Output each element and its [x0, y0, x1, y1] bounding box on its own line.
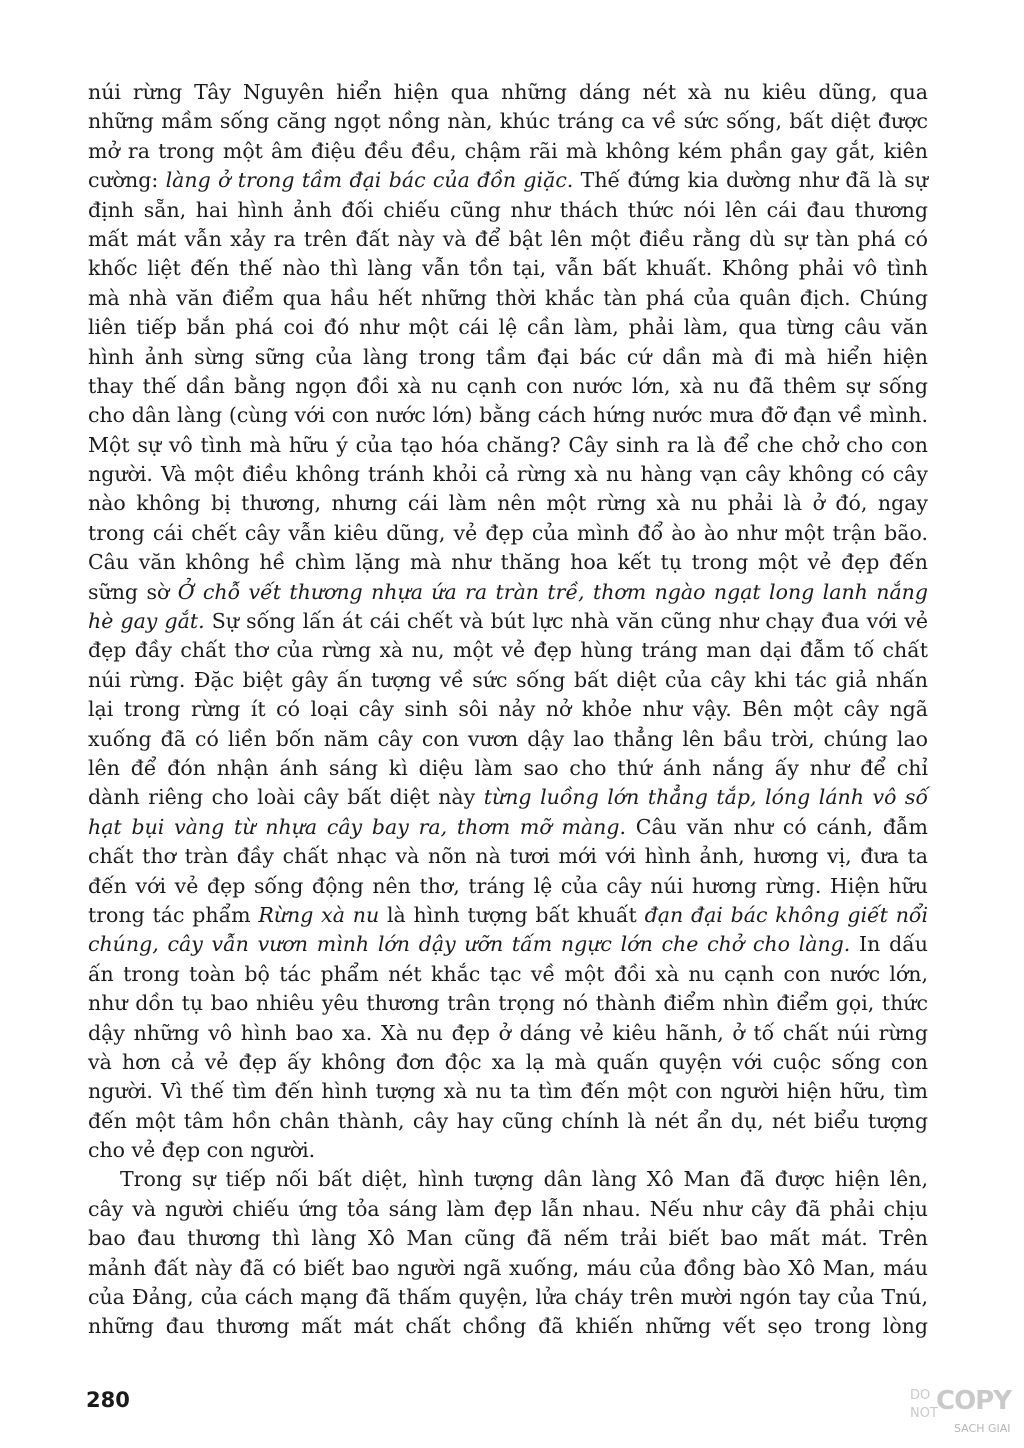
italic-quote: Ở chỗ vết thương nhựa ứa ra tràn trề, thơm ngào ngạt long lanh nắng [177, 579, 929, 604]
text-line [88, 1283, 928, 1312]
text-line [88, 783, 928, 812]
text-segment: bao đau thương thì làng Xô Man cũng đã nếm trải biết bao mất mát. Trên [88, 1226, 928, 1251]
watermark-line2: NOT [910, 1406, 938, 1421]
watermark-brand: SACH GIAI [954, 1422, 1011, 1435]
text-line [88, 1254, 928, 1283]
text-segment: mất mát vẫn xảy ra trên đất này và để bật lên một điều rằng dù sự tàn phá có [88, 226, 928, 251]
text-segment: định sẵn, hai hình ảnh đối chiếu cũng như thách thức nói lên cái đau thương [88, 197, 928, 222]
text-segment: đẹp đầy chất thơ của rừng xà nu, một vẻ đẹp hùng tráng man dại đẫm tố chất [88, 638, 928, 663]
text-segment: mảnh đất này đã có biết bao người ngã xuống, máu của đồng bào Xô Man, máu [88, 1255, 928, 1280]
text-segment: núi rừng. Đặc biệt gây ấn tượng về sức sống bất diệt của cây khi tác giả nhấn [88, 667, 928, 692]
text-segment: như dồn tụ bao nhiêu yêu thương trân trọng nó thành điểm nhìn điểm gọi, thức [88, 991, 928, 1016]
text-segment: người. Vì thế tìm đến hình tượng xà nu ta tìm đến một con người hiện hữu, tìm [88, 1079, 928, 1104]
italic-quote: đạn đại bác không giết nổi [644, 902, 929, 927]
text-line [88, 254, 928, 283]
watermark-line1: DO [910, 1388, 931, 1403]
text-segment: đến một tâm hồn chân thành, cây hay cũng chính là nét ẩn dụ, nét biểu tượng [88, 1108, 928, 1133]
text-line [88, 989, 928, 1018]
text-line [88, 930, 928, 959]
text-segment: những mầm sống căng ngọt nồng nàn, khúc tráng ca về sức sống, bất diệt được [88, 109, 928, 134]
text-line [88, 1312, 928, 1341]
text-line [88, 872, 928, 901]
text-line [88, 813, 928, 842]
text-segment: khốc liệt đến thế nào thì làng vẫn tồn tại, vẫn bất khuất. Không phải vô tình [88, 256, 928, 281]
text-segment: cho dân làng (cùng với con nước lớn) bằng cách hứng nước mưa đỡ đạn về mình. [88, 403, 928, 428]
text-line [88, 431, 928, 460]
text-segment: hình ảnh sừng sững của làng trong tầm đại bác cứ dần mà đi mà hiển hiện [88, 344, 928, 369]
italic-quote: từng luồng lớn thẳng tắp, lóng lánh vô số [483, 785, 928, 810]
text-line [88, 78, 928, 107]
text-line [88, 137, 928, 166]
text-segment: của Đảng, của cách mạng đã thấm quyện, lửa cháy trên mười ngón tay của Tnú, [88, 1285, 928, 1310]
text-line [88, 401, 928, 430]
text-line [88, 1195, 928, 1224]
text-segment: nào không bị thương, nhưng cái làm nên một rừng xà nu phải là ở đó, ngay [88, 491, 928, 516]
text-segment: và hơn cả vẻ đẹp ấy không đơn độc xa lạ mà quấn quyện với cuộc sống con [88, 1049, 928, 1074]
text-segment: chất thơ tràn đầy chất nhạc và nõn nà tươi mới với hình ảnh, hương vị, đưa ta [88, 844, 928, 869]
text-line [88, 372, 928, 401]
text-line [88, 901, 928, 930]
text-segment: núi rừng Tây Nguyên hiển hiện qua những dáng nét xà nu kiêu dũng, qua [88, 80, 928, 104]
text-segment: Trong sự tiếp nối bất diệt, hình tượng dân làng Xô Man đã được hiện lên, [120, 1167, 928, 1192]
text-segment: thay thế dần bằng ngọn đồi xà nu cạnh con nước lớn, xà nu đã thêm sự sống [88, 373, 928, 398]
text-line [88, 1165, 928, 1194]
text-line [88, 1224, 928, 1253]
text-segment: mà nhà văn điểm qua hầu hết những thời khắc tàn phá của quân địch. Chúng [88, 285, 928, 310]
text-line [88, 578, 928, 607]
text-line [88, 107, 928, 136]
text-segment: dành riêng cho loài cây bất diệt này [88, 785, 484, 810]
text-line [88, 460, 928, 489]
text-segment: trong tác phẩm [88, 902, 259, 927]
text-line [88, 960, 928, 989]
text-segment: cây và người chiếu ứng tỏa sáng làm đẹp lẫn nhau. Nếu như cây đã phải chịu [88, 1196, 928, 1221]
text-segment: In dấu [850, 932, 928, 957]
text-line [88, 1077, 928, 1106]
text-segment: Sự sống lấn át cái chết và bút lực nhà văn cũng như chạy đua với vẻ [204, 609, 928, 634]
text-segment: người. Và một điều không tránh khỏi cả rừng xà nu hàng vạn cây không có cây [88, 462, 928, 487]
text-line [88, 313, 928, 342]
text-segment: Câu văn như có cánh, đẫm [626, 814, 928, 839]
italic-quote: Rừng xà nu [258, 902, 380, 927]
text-line [88, 519, 928, 548]
text-line [88, 754, 928, 783]
text-line [88, 1107, 928, 1136]
text-line [88, 225, 928, 254]
text-segment: Một sự vô tình mà hữu ý của tạo hóa chăng? Cây sinh ra là để che chở cho con [88, 432, 928, 457]
text-segment: dậy những vô hình bao xa. Xà nu đẹp ở dáng vẻ kiêu hãnh, ở tố chất núi rừng [88, 1020, 928, 1045]
text-line [88, 1019, 928, 1048]
text-line [88, 1048, 928, 1077]
text-line [88, 343, 928, 372]
text-segment: cường: [88, 168, 166, 193]
text-line [88, 725, 928, 754]
text-line [88, 842, 928, 871]
italic-quote: làng ở trong tầm đại bác của đồn giặc. [165, 168, 574, 193]
text-line [88, 489, 928, 518]
text-line [88, 666, 928, 695]
text-line [88, 196, 928, 225]
text-segment: trong cái chết cây vẫn kiêu dũng, vẻ đẹp của mình đổ ào ào như một trận bão. [88, 520, 928, 545]
text-line [88, 548, 928, 577]
italic-quote: hạt bụi vàng từ nhựa cây bay ra, thơm mỡ màng. [88, 814, 626, 839]
text-line [88, 284, 928, 313]
watermark-main: COPY [936, 1386, 1012, 1416]
text-segment: những đau thương mất mát chất chồng đã khiến những vết sẹo trong lòng [88, 1314, 928, 1339]
text-segment: lại trong rừng ít có loại cây sinh sôi nảy nở khỏe như vậy. Bên một cây ngã [88, 697, 928, 722]
text-segment: là hình tượng bất khuất [379, 902, 645, 927]
text-segment: sững sờ [88, 579, 178, 604]
text-line [88, 1136, 928, 1165]
page-number: 280 [86, 1388, 130, 1412]
text-segment: lên để đón nhận ánh sáng kì diệu làm sao cho thứ ánh nắng ấy như để chỉ [88, 755, 928, 780]
watermark-logo [910, 1384, 1014, 1442]
text-segment: cho vẻ đẹp con người. [88, 1138, 316, 1163]
text-segment: ấn trong toàn bộ tác phẩm nét khắc tạc về một đồi xà nu cạnh con nước lớn, [88, 961, 928, 986]
body-text [88, 78, 928, 1342]
text-line [88, 636, 928, 665]
italic-quote: chúng, cây vẫn vươn mình lớn dậy ưỡn tấm ngực lớn che chở cho làng. [88, 932, 851, 957]
text-line [88, 695, 928, 724]
text-line [88, 166, 928, 195]
text-segment: liên tiếp bắn phá coi đó như một cái lệ cần làm, phải làm, qua từng câu văn [88, 315, 928, 340]
text-segment: đến với vẻ đẹp sống động nên thơ, tráng lệ của cây núi hương rừng. Hiện hữu [88, 873, 928, 898]
text-segment: xuống đã có liền bốn năm cây con vươn dậy lao thẳng lên bầu trời, chúng lao [88, 726, 928, 751]
text-segment: Câu văn không hề chìm lặng mà như thăng hoa kết tụ trong một vẻ đẹp đến [88, 550, 928, 575]
text-line [88, 607, 928, 636]
text-segment: mở ra trong một âm điệu đều đều, chậm rãi mà không kém phần gay gắt, kiên [88, 138, 928, 163]
italic-quote: hè gay gắt. [88, 609, 205, 634]
text-segment: Thế đứng kia dường như đã là sự [573, 168, 928, 193]
